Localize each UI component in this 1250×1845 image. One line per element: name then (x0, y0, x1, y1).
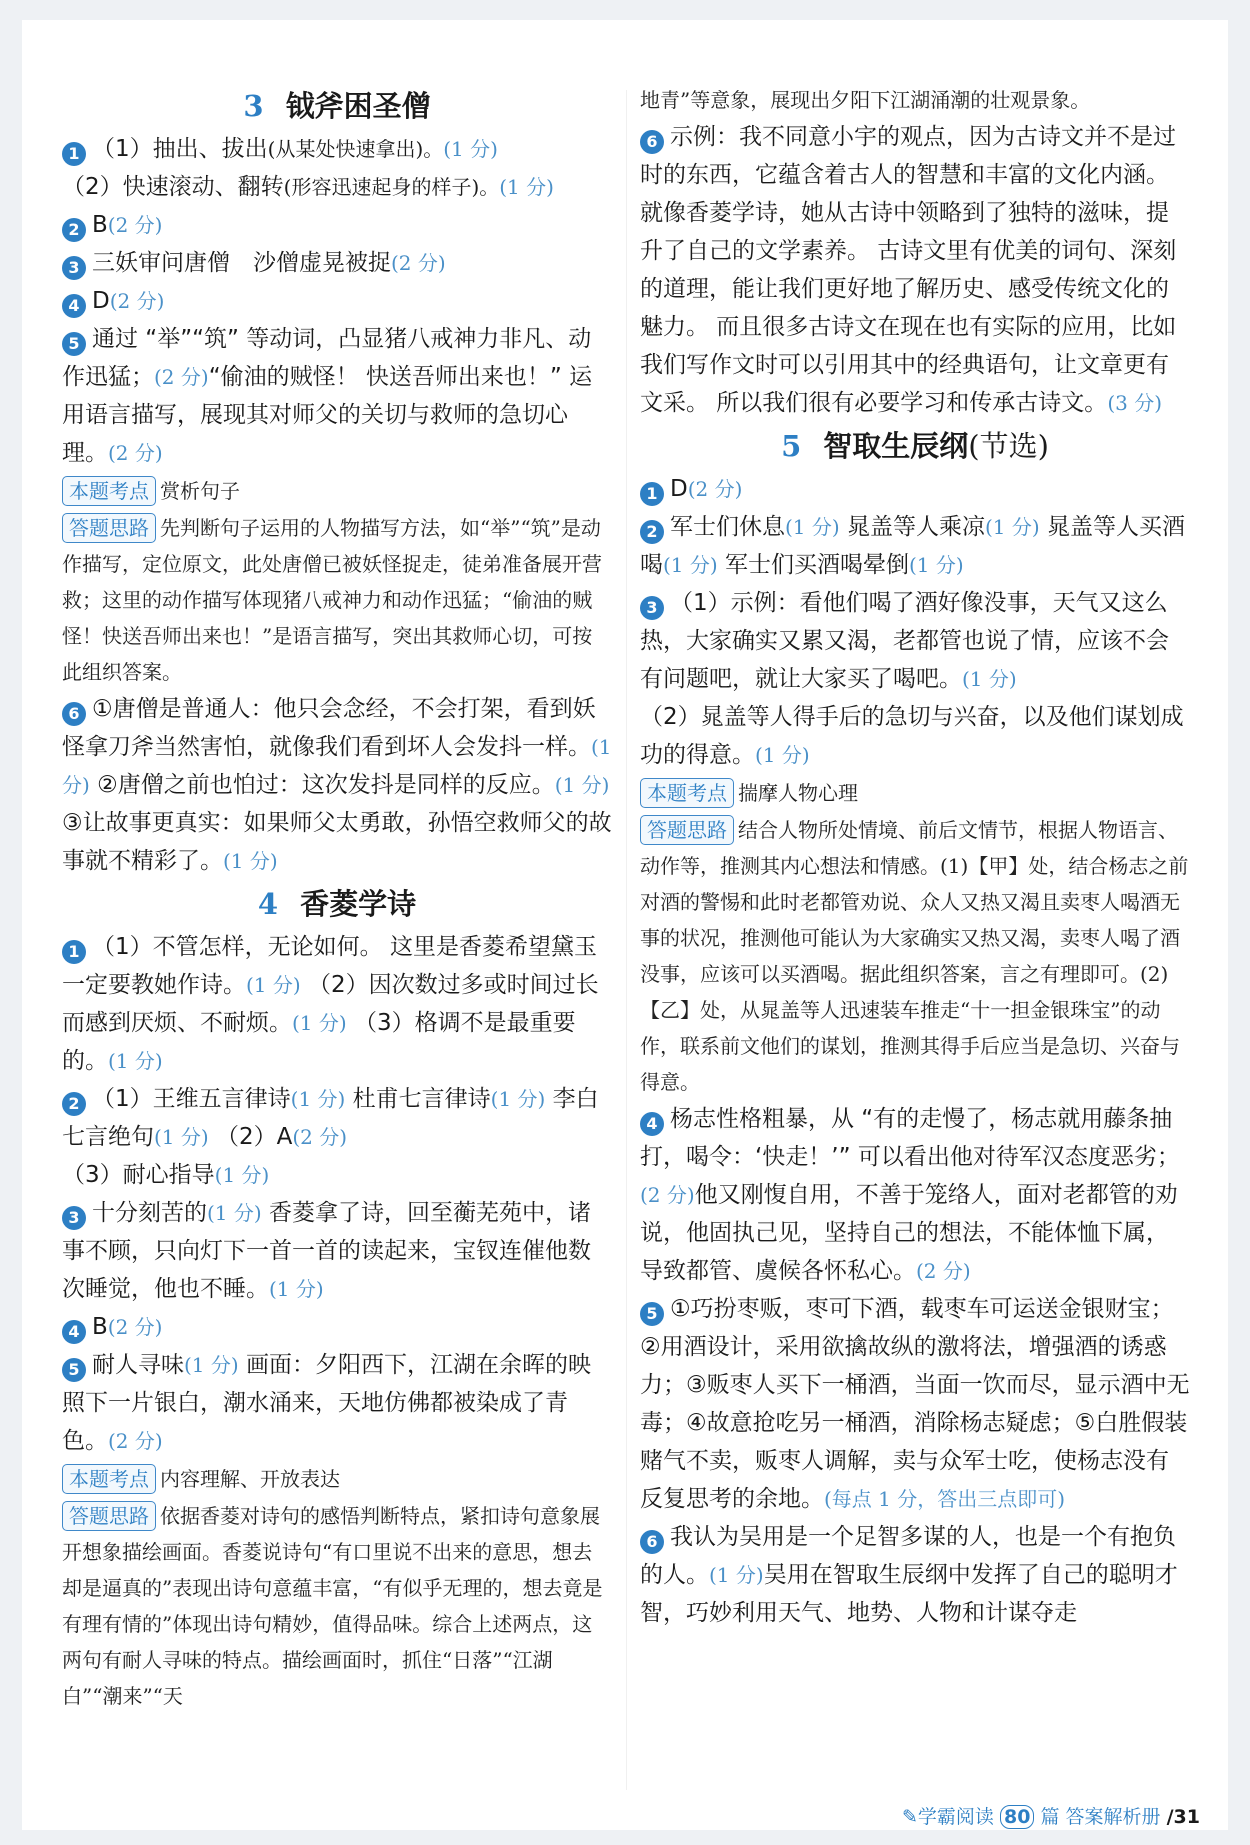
s4-q4: 4 B(2 分) (62, 1308, 612, 1346)
question-number-badge: 6 (640, 130, 664, 154)
s3-q3: 3 三妖审问唐僧 沙僧虚晃被捉(2 分) (62, 244, 612, 282)
section-4-title: 4 香菱学诗 (257, 887, 417, 921)
solution-tag: 答题思路 (640, 815, 734, 845)
s3-keypoint: 本题考点 赏析句子 (62, 472, 612, 510)
solution-tag: 答题思路 (62, 1501, 156, 1531)
s4-solution-continued: 地青”等意象，展现出夕阳下江湖涌潮的壮观景象。 (640, 88, 1091, 112)
s5-q4: 4 杨志性格粗暴，从 “有的走慢了，杨志就用藤条抽打，喝令：‘快走！’” 可以看出他对待军汉态度恶劣；(2 分)他又刚愎自用，不善于笼络人，面对老都管的劝说，他固执己见，坚持自己的想法，不能体恤下属，导致都管、虞候各怀私心。(2 分) (640, 1106, 1180, 1284)
question-number-badge: 6 (62, 702, 86, 726)
s3-q2: 2 B(2 分) (62, 206, 612, 244)
question-number-badge: 4 (62, 1320, 86, 1344)
s4-q6: 6 示例：我不同意小宇的观点，因为古诗文并不是过时的东西，它蕴含着古人的智慧和丰富的文化内涵。 就像香菱学诗，她从古诗中领略到了独特的滋味，提升了自己的文学素养。 古诗文里有优美的词句、深刻的道理，能让我们更好地了解历史、感受传统文化的魅力。 而且很多古诗文在现在也有实际的应用，比如我们写作文时可以引用其中的经典语句，让文章更有文采。 所以我们很有必要学习和传承古诗文。(3 分) (640, 124, 1177, 416)
s5-solution: 答题思路 结合人物所处情境、前后文情节，根据人物语言、动作等，推测其内心想法和情感。(1)【甲】处，结合杨志之前对酒的警惕和此时老都管劝说、众人又热又渴且卖枣人喝酒无事的状况，推测他可能认为大家确实又热又渴，卖枣人喝了酒没事，应该可以买酒喝。据此组织答案，言之有理即可。(2)【乙】处，从晁盖等人迅速装车推走“十一担金银珠宝”的动作，联系前文他们的谋划，推测其得手后应当是急切、兴奋与得意。 (640, 812, 1190, 1100)
s3-q4: 4 D(2 分) (62, 282, 612, 320)
question-number-badge: 2 (62, 218, 86, 242)
s4-q5: 5 耐人寻味(1 分) 画面：夕阳西下，江湖在余晖的映照下一片银白，潮水涌来，天地仿佛都被染成了青色。(2 分) (62, 1352, 591, 1454)
section-3-title: 3 钺斧困圣僧 (243, 89, 431, 123)
keypoint-tag: 本题考点 (62, 476, 156, 506)
s3-solution: 答题思路 先判断句子运用的人物描写方法，如“举”“筑”是动作描写，定位原文，此处唐僧已被妖怪捉走，徒弟准备展开营救；这里的动作描写体现猪八戒神力和动作迅猛；“偷油的贼怪！快送吾师出来也！”是语言描写，突出其救师心切，可按此组织答案。 (62, 510, 612, 690)
keypoint-tag: 本题考点 (640, 778, 734, 808)
right-column (640, 82, 1190, 1632)
s5-q3b: （2）晁盖等人得手后的急切与兴奋，以及他们谋划成功的得意。(1 分) (640, 704, 1184, 768)
column-divider (626, 90, 627, 1790)
question-number-badge: 1 (62, 940, 86, 964)
s3-q5: 5 通过 “举”“筑” 等动词，凸显猪八戒神力非凡、动作迅猛；(2 分)“偷油的贼怪！ 快送吾师出来也！” 运用语言描写，展现其对师父的关切与救师的急切心理。(2 分) (62, 326, 593, 466)
s4-keypoint: 本题考点 内容理解、开放表达 (62, 1460, 612, 1498)
s4-q2: 2 （1）王维五言律诗(1 分) 杜甫七言律诗(1 分) 李白七言绝句(1 分) （2）A(2 分) (62, 1086, 599, 1150)
s5-q5: 5 ①巧扮枣贩，枣可下酒，载枣车可运送金银财宝；②用酒设计，采用欲擒故纵的激将法，增强酒的诱惑力；③贩枣人买下一桶酒，当面一饮而尽，显示酒中无毒；④故意抢吃另一桶酒，消除杨志疑虑；⑤白胜假装赌气不卖，贩枣人调解，卖与众军士吃，使杨志没有反复思考的余地。(每点 1 分，答出三点即可) (640, 1296, 1190, 1512)
s5-q3: 3 （1）示例：看他们喝了酒好像没事，天气又这么热，大家确实又累又渴，老都管也说了情，应该不会有问题吧，就让大家买了喝吧。(1 分) (640, 590, 1169, 692)
question-number-badge: 2 (62, 1092, 86, 1116)
answer-page (22, 20, 1228, 1830)
s4-q3: 3 十分刻苦的(1 分) 香菱拿了诗，回至蘅芜苑中，诸事不顾，只向灯下一首一首的读起来，宝钗连催他数次睡觉，他也不睡。(1 分) (62, 1200, 591, 1302)
footer-brand: 学霸阅读 (917, 1806, 994, 1828)
question-number-badge: 1 (62, 142, 86, 166)
footer-subtitle: 篇 答案解析册 (1040, 1806, 1161, 1828)
keypoint-tag: 本题考点 (62, 1464, 156, 1494)
s5-q1: 1 D(2 分) (640, 470, 1190, 508)
question-number-badge: 5 (640, 1302, 664, 1326)
s4-q1: 1 （1）不管怎样，无论如何。 这里是香菱希望黛玉一定要教她作诗。(1 分) （2）因次数过多或时间过长而感到厌烦、不耐烦。(1 分) （3）格调不是最重要的。(1 分) (62, 934, 599, 1074)
s3-q1: 1 （1）抽出、拔出(从某处快速拿出)。(1 分) (62, 130, 612, 168)
s5-keypoint: 本题考点 揣摩人物心理 (640, 774, 1190, 812)
s5-q2: 2 军士们休息(1 分) 晁盖等人乘凉(1 分) 晁盖等人买酒喝(1 分) 军士们买酒喝晕倒(1 分) (640, 514, 1185, 578)
page-footer (902, 1802, 1200, 1829)
question-number-badge: 4 (640, 1112, 664, 1136)
question-number-badge: 3 (62, 1206, 86, 1230)
question-number-badge: 4 (62, 294, 86, 318)
page-number: /31 (1166, 1806, 1200, 1828)
s3-q6: 6 ①唐僧是普通人：他只会念经，不会打架，看到妖怪拿刀斧当然害怕，就像我们看到坏人会发抖一样。(1 分) ②唐僧之前也怕过：这次发抖是同样的反应。(1 分) ③让故事更真实：如果师父太勇敢，孙悟空救师父的故事就不精彩了。(1 分) (62, 696, 612, 874)
pen-icon: ✎ (902, 1806, 918, 1828)
left-column (62, 82, 612, 1714)
s4-q2e: （3）耐心指导(1 分) (62, 1162, 270, 1188)
question-number-badge: 6 (640, 1530, 664, 1554)
s5-q6: 6 我认为吴用是一个足智多谋的人，也是一个有抱负的人。(1 分)吴用在智取生辰纲中发挥了自己的聪明才智，巧妙利用天气、地势、人物和计谋夺走 (640, 1524, 1178, 1626)
question-number-badge: 5 (62, 1358, 86, 1382)
question-number-badge: 1 (640, 482, 664, 506)
question-number-badge: 3 (640, 596, 664, 620)
section-5-title: 5 智取生辰纲(节选) (781, 429, 1049, 463)
question-number-badge: 3 (62, 256, 86, 280)
s3-q1b: （2）快速滚动、翻转(形容迅速起身的样子)。(1 分) (62, 174, 554, 200)
solution-tag: 答题思路 (62, 513, 156, 543)
question-number-badge: 5 (62, 332, 86, 356)
footer-number: 80 (1000, 1805, 1034, 1829)
question-number-badge: 2 (640, 520, 664, 544)
s4-solution: 答题思路 依据香菱对诗句的感悟判断特点，紧扣诗句意象展开想象描绘画面。香菱说诗句“有口里说不出来的意思，想去却是逼真的”表现出诗句意蕴丰富，“有似乎无理的，想去竟是有理有情的”体现出诗句精妙，值得品味。综合上述两点，这两句有耐人寻味的特点。描绘画面时，抓住“日落”“江湖白”“潮来”“天 (62, 1498, 612, 1714)
